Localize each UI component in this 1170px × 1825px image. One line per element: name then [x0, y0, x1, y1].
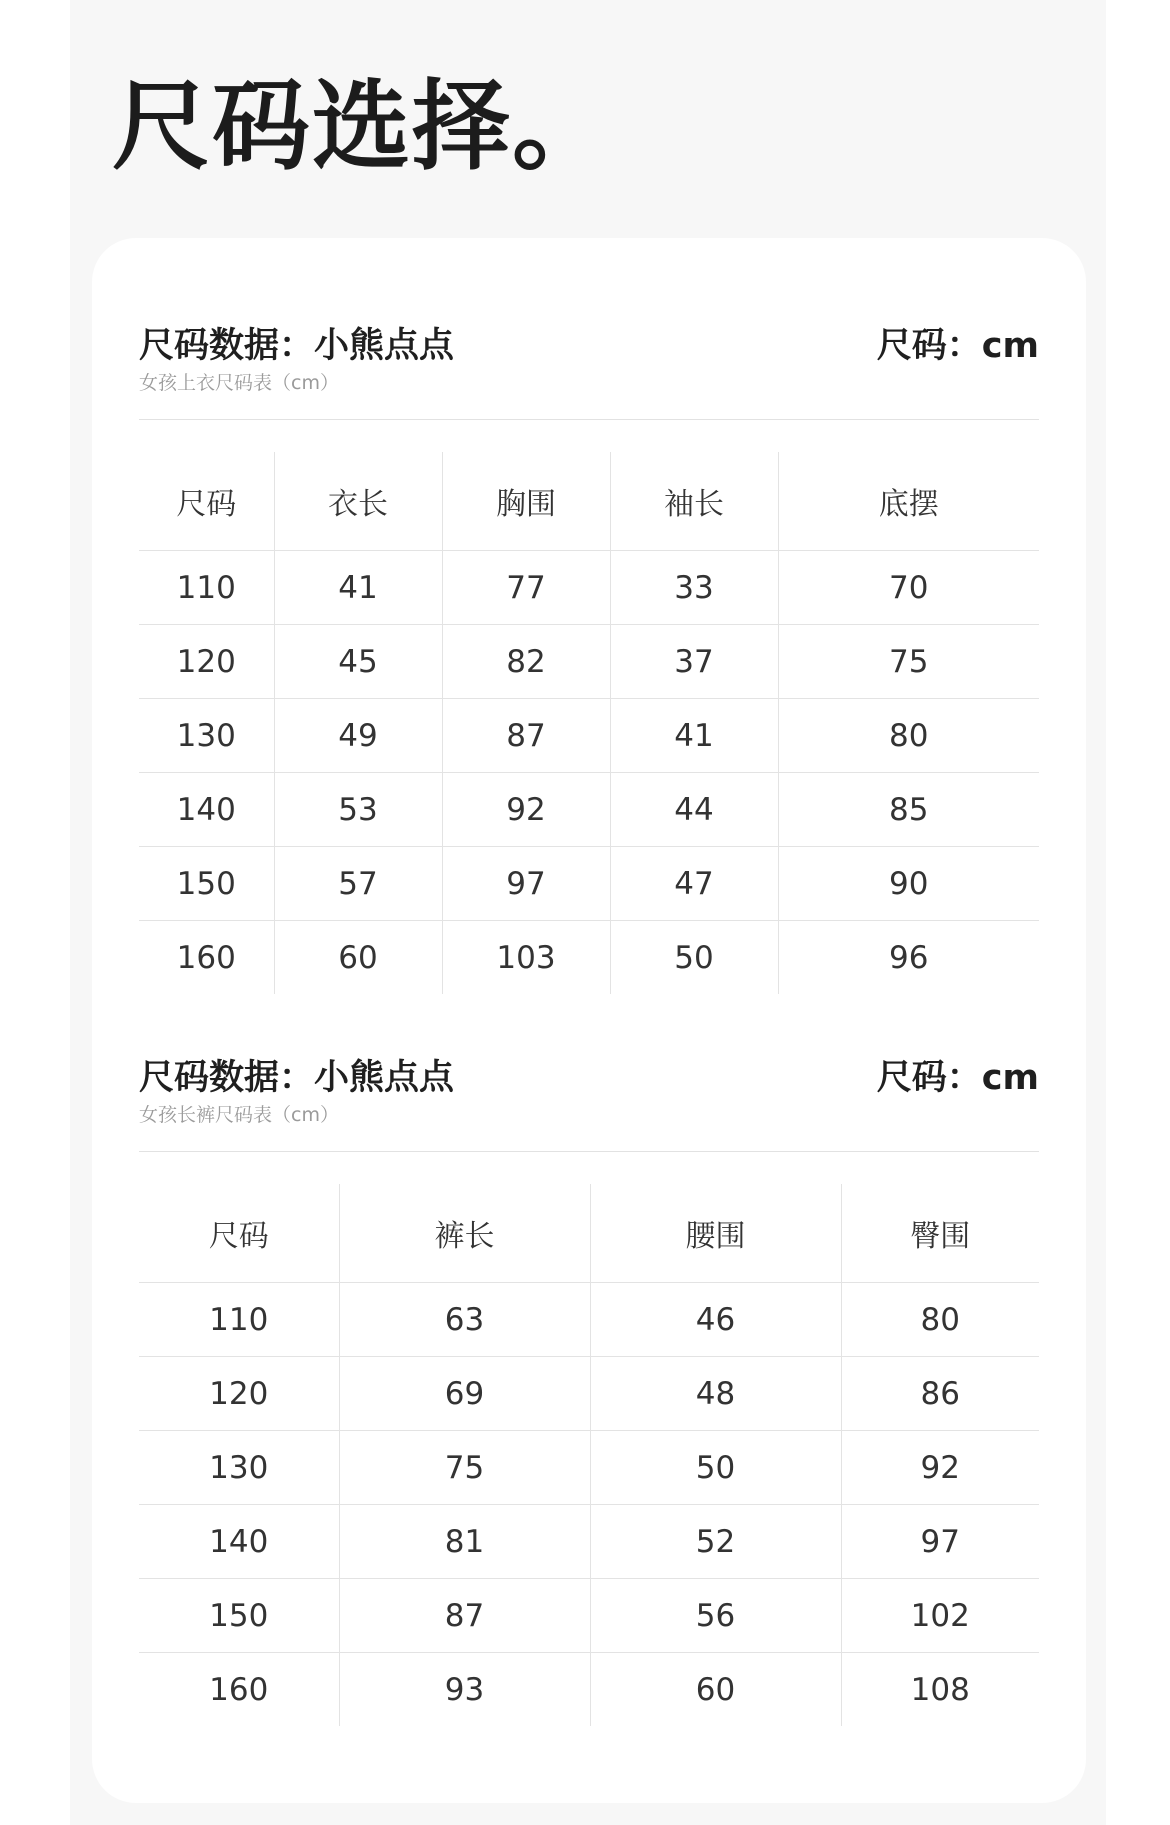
- table-row: [139, 921, 1039, 995]
- table-cell: 93: [339, 1653, 590, 1727]
- table-header-row: [139, 1184, 1039, 1283]
- table-cell: 110: [139, 1283, 339, 1357]
- header-cell: 尺码: [139, 452, 274, 551]
- table-cell: 87: [442, 699, 610, 773]
- table-cell: 140: [139, 1505, 339, 1579]
- table-cell: 56: [590, 1579, 841, 1653]
- header-cell: 臀围: [841, 1184, 1039, 1283]
- table-cell: 140: [139, 773, 274, 847]
- section-unit: 尺码：cm: [876, 1058, 1039, 1098]
- header-cell: 胸围: [442, 452, 610, 551]
- table-cell: 130: [139, 699, 274, 773]
- pants-size-table: [139, 1184, 1039, 1726]
- table-cell: 47: [610, 847, 778, 921]
- table-cell: 130: [139, 1431, 339, 1505]
- table-row: [139, 1505, 1039, 1579]
- table-row: [139, 847, 1039, 921]
- table-row: [139, 773, 1039, 847]
- table-cell: 63: [339, 1283, 590, 1357]
- table-row: [139, 551, 1039, 625]
- header-cell: 衣长: [274, 452, 442, 551]
- size-chart-card: [92, 238, 1086, 1803]
- table-cell: 37: [610, 625, 778, 699]
- table-cell: 160: [176, 939, 236, 976]
- table-cell: 160: [209, 1671, 269, 1708]
- table-cell: 33: [610, 551, 778, 625]
- table-cell: 96: [778, 921, 1039, 995]
- table-cell: 150: [139, 1579, 339, 1653]
- section-title: 尺码数据：小熊点点: [139, 1058, 455, 1098]
- table-row: [139, 1357, 1039, 1431]
- table-row: [139, 1431, 1039, 1505]
- table-cell: 70: [778, 551, 1039, 625]
- table-cell: 50: [610, 921, 778, 995]
- section-subtitle: 女孩上衣尺码表（cm）: [139, 372, 339, 394]
- page-title: 尺码选择。: [112, 70, 613, 184]
- table-cell: 41: [274, 551, 442, 625]
- table-cell: 108: [841, 1653, 1039, 1727]
- table-cell: 82: [442, 625, 610, 699]
- table-cell: 97: [442, 847, 610, 921]
- section-divider: [139, 1151, 1039, 1152]
- table-cell: 52: [590, 1505, 841, 1579]
- table-cell: 90: [778, 847, 1039, 921]
- table-cell: 69: [339, 1357, 590, 1431]
- table-cell: 75: [339, 1431, 590, 1505]
- header-cell: 尺码: [139, 1184, 339, 1283]
- section-subtitle: 女孩长裤尺码表（cm）: [139, 1104, 339, 1126]
- header-cell: 腰围: [590, 1184, 841, 1283]
- table-cell: 81: [339, 1505, 590, 1579]
- section-title: 尺码数据：小熊点点: [139, 326, 455, 366]
- table-cell: 92: [841, 1431, 1039, 1505]
- table-cell: 86: [841, 1357, 1039, 1431]
- table-cell: 75: [778, 625, 1039, 699]
- table-cell: 120: [139, 1357, 339, 1431]
- table-cell: 150: [139, 847, 274, 921]
- table-cell: 85: [778, 773, 1039, 847]
- table-cell: 41: [610, 699, 778, 773]
- table-cell: 80: [778, 699, 1039, 773]
- table-cell: 45: [274, 625, 442, 699]
- table-cell: 103: [442, 921, 610, 995]
- table-row: [139, 1283, 1039, 1357]
- table-header-row: [139, 452, 1039, 551]
- section-divider: [139, 419, 1039, 420]
- table-cell: 53: [274, 773, 442, 847]
- table-cell: 44: [610, 773, 778, 847]
- table-cell: 97: [841, 1505, 1039, 1579]
- table-row: [139, 699, 1039, 773]
- header-cell: 袖长: [610, 452, 778, 551]
- table-cell: 57: [274, 847, 442, 921]
- table-cell: 80: [841, 1283, 1039, 1357]
- table-cell: 77: [442, 551, 610, 625]
- table-cell: 48: [590, 1357, 841, 1431]
- table-cell: 46: [590, 1283, 841, 1357]
- section-unit: 尺码：cm: [876, 326, 1039, 366]
- top-size-table: [139, 452, 1039, 994]
- table-row: [139, 1579, 1039, 1653]
- header-cell: 底摆: [778, 452, 1039, 551]
- table-cell: 87: [339, 1579, 590, 1653]
- table-cell: 102: [841, 1579, 1039, 1653]
- table-cell: 120: [139, 625, 274, 699]
- table-cell: 60: [590, 1653, 841, 1727]
- table-row: [139, 625, 1039, 699]
- table-row: [139, 1653, 1039, 1727]
- table-cell: 60: [274, 921, 442, 995]
- table-cell: 50: [590, 1431, 841, 1505]
- table-cell: 110: [139, 551, 274, 625]
- table-cell: 49: [274, 699, 442, 773]
- table-cell: 92: [442, 773, 610, 847]
- header-cell: 裤长: [339, 1184, 590, 1283]
